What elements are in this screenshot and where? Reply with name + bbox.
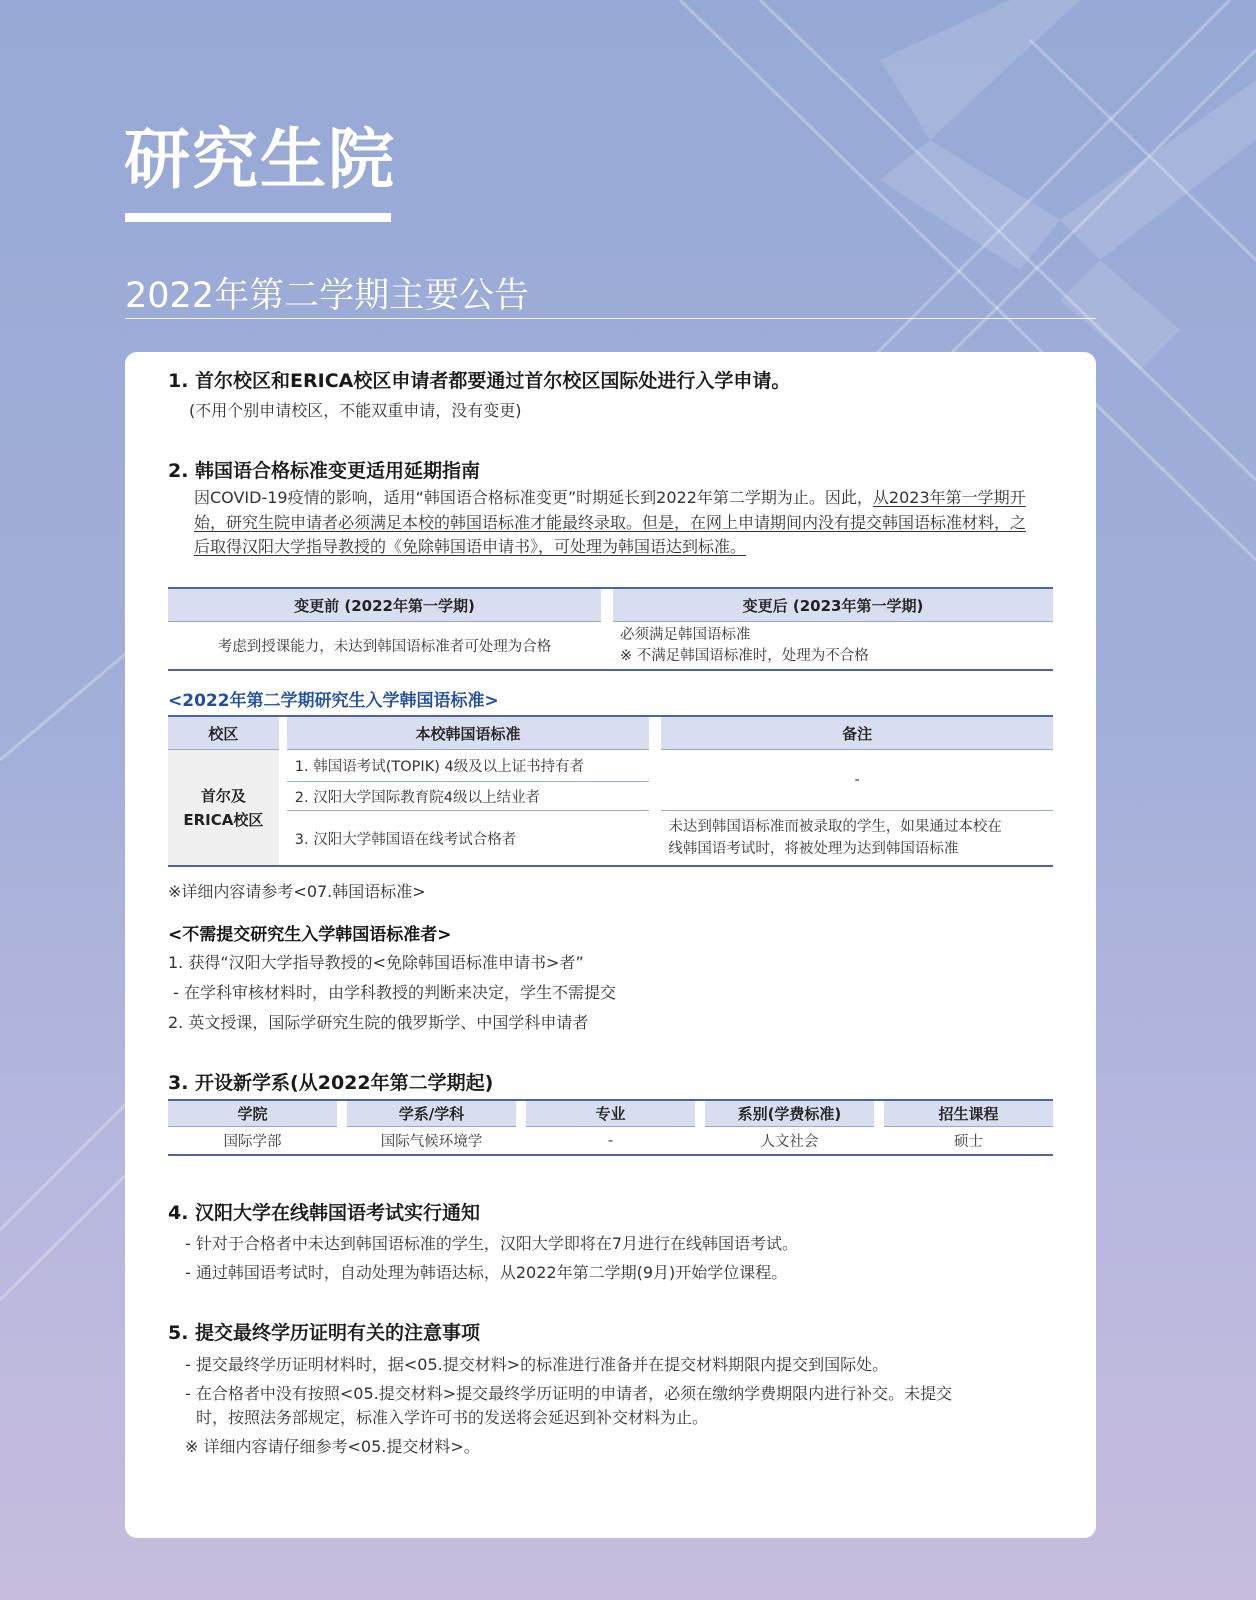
section2-heading: 2. 韩国语合格标准变更适用延期指南: [168, 460, 481, 482]
standard-remark-dash: -: [661, 750, 1053, 811]
subtitle-divider: [125, 318, 1096, 319]
change-table-after-line2: ※ 不满足韩国语标准时，处理为不合格: [619, 647, 869, 664]
section3-heading: 3. 开设新学系(从2022年第二学期起): [168, 1072, 494, 1094]
section2-paragraph-text: 因COVID-19疫情的影响，适用“韩国语合格标准变更”时期延长到2022年第二学期为止。因此，: [194, 488, 873, 507]
dept-header-college: 学院: [168, 1101, 337, 1127]
section5-note: ※ 详细内容请仔细参考<05.提交材料>。: [185, 1437, 480, 1456]
detail-note: ※详细内容请参考<07.韩国语标准>: [168, 882, 426, 901]
korean-standard-table: [168, 715, 1053, 867]
section1-heading: 1. 首尔校区和ERICA校区申请者都要通过首尔校区国际处进行入学申请。: [168, 370, 791, 392]
title-underline: [125, 213, 391, 222]
dept-header-major: 专业: [526, 1101, 695, 1127]
section5-heading: 5. 提交最终学历证明有关的注意事项: [168, 1322, 481, 1344]
page-subtitle: 2022年第二学期主要公告: [125, 276, 530, 316]
dept-header-category: 系别(学费标准): [705, 1101, 874, 1127]
standard-remark-line2: 线韩国语考试时，将被处理为达到韩国语标准: [668, 841, 959, 857]
notice-card: [125, 352, 1096, 1538]
change-table-after-header: 变更后 (2023年第一学期): [613, 589, 1053, 622]
standard-remark-note: [661, 811, 1053, 865]
exempt-item-1: 1. 获得“汉阳大学指导教授的<免除韩国语标准申请书>者”: [168, 953, 584, 972]
section5-item-1: - 提交最终学历证明材料时，据<05.提交材料>的标准进行准备并在提交材料期限内提交到国际处。: [185, 1355, 889, 1374]
standard-header-campus: 校区: [168, 717, 279, 750]
standard-header-remark: 备注: [661, 717, 1053, 750]
change-table-before-header: 变更前 (2022年第一学期): [168, 589, 601, 622]
new-department-table: [168, 1099, 1053, 1156]
dept-cell-major: -: [607, 1132, 614, 1149]
page-title: 研究生院: [124, 121, 396, 198]
standard-campus-cell: [168, 750, 279, 865]
change-table-after-cell: [613, 622, 1053, 669]
standard-header-criteria: 本校韩国语标准: [287, 717, 649, 750]
section2-paragraph-underlined: 从2023年第一学期开始，研究生院申请者必须满足本校的韩国语标准才能最终录取。但是，在网上申请期间内没有提交韩国语标准材料，之后取得汉阳大学指导教授的《免除韩国语申请书》，可处理为韩国语达到标准。: [194, 488, 1027, 556]
standard-campus-line1: 首尔及: [200, 786, 246, 805]
section5-item-2-line2: 时，按照法务部规定，标准入学许可书的发送将会延迟到补交材料为止。: [196, 1408, 709, 1427]
section4-item-1: - 针对于合格者中未达到韩国语标准的学生，汉阳大学即将在7月进行在线韩国语考试。: [185, 1234, 799, 1253]
exempt-item-3: 2. 英文授课，国际学研究生院的俄罗斯学、中国学科申请者: [168, 1013, 589, 1032]
standard-criterion-3: 3. 汉阳大学韩国语在线考试合格者: [294, 831, 517, 848]
standard-criterion-1: 1. 韩国语考试(TOPIK) 4级及以上证书持有者: [287, 750, 649, 782]
section5-item-2-line1: - 在合格者中没有按照<05.提交材料>提交最终学历证明的申请者，必须在缴纳学费期限内进行补交。未提交: [185, 1384, 953, 1403]
dept-cell-course: 硕士: [953, 1134, 983, 1150]
dept-cell-department: 国际气候环境学: [380, 1134, 483, 1150]
dept-cell-category: 人文社会: [760, 1134, 819, 1150]
dept-cell-college: 国际学部: [223, 1134, 282, 1150]
section2-paragraph: [194, 486, 1041, 560]
dept-header-course: 招生课程: [884, 1101, 1053, 1127]
section4-heading: 4. 汉阳大学在线韩国语考试实行通知: [168, 1202, 481, 1224]
change-table: [168, 587, 1053, 671]
change-table-before-text: 考虑到授课能力，未达到韩国语标准者可处理为合格: [217, 639, 552, 655]
section4-item-2: - 通过韩国语考试时，自动处理为韩语达标，从2022年第二学期(9月)开始学位课程。: [185, 1263, 788, 1282]
section1-note: (不用个别申请校区，不能双重申请，没有变更): [189, 401, 522, 420]
change-table-after-line1: 必须满足韩国语标准: [619, 626, 751, 643]
standard-remark-line1: 未达到韩国语标准而被录取的学生，如果通过本校在: [668, 819, 1002, 835]
standard-criterion-2: 2. 汉阳大学国际教育院4级以上结业者: [287, 782, 649, 811]
dept-header-department: 学系/学科: [347, 1101, 516, 1127]
exempt-item-2: - 在学科审核材料时，由学科教授的判断来决定，学生不需提交: [168, 983, 616, 1002]
korean-standard-title: <2022年第二学期研究生入学韩国语标准>: [168, 691, 499, 711]
exempt-title: <不需提交研究生入学韩国语标准者>: [168, 925, 452, 945]
standard-campus-line2: ERICA校区: [183, 810, 264, 829]
